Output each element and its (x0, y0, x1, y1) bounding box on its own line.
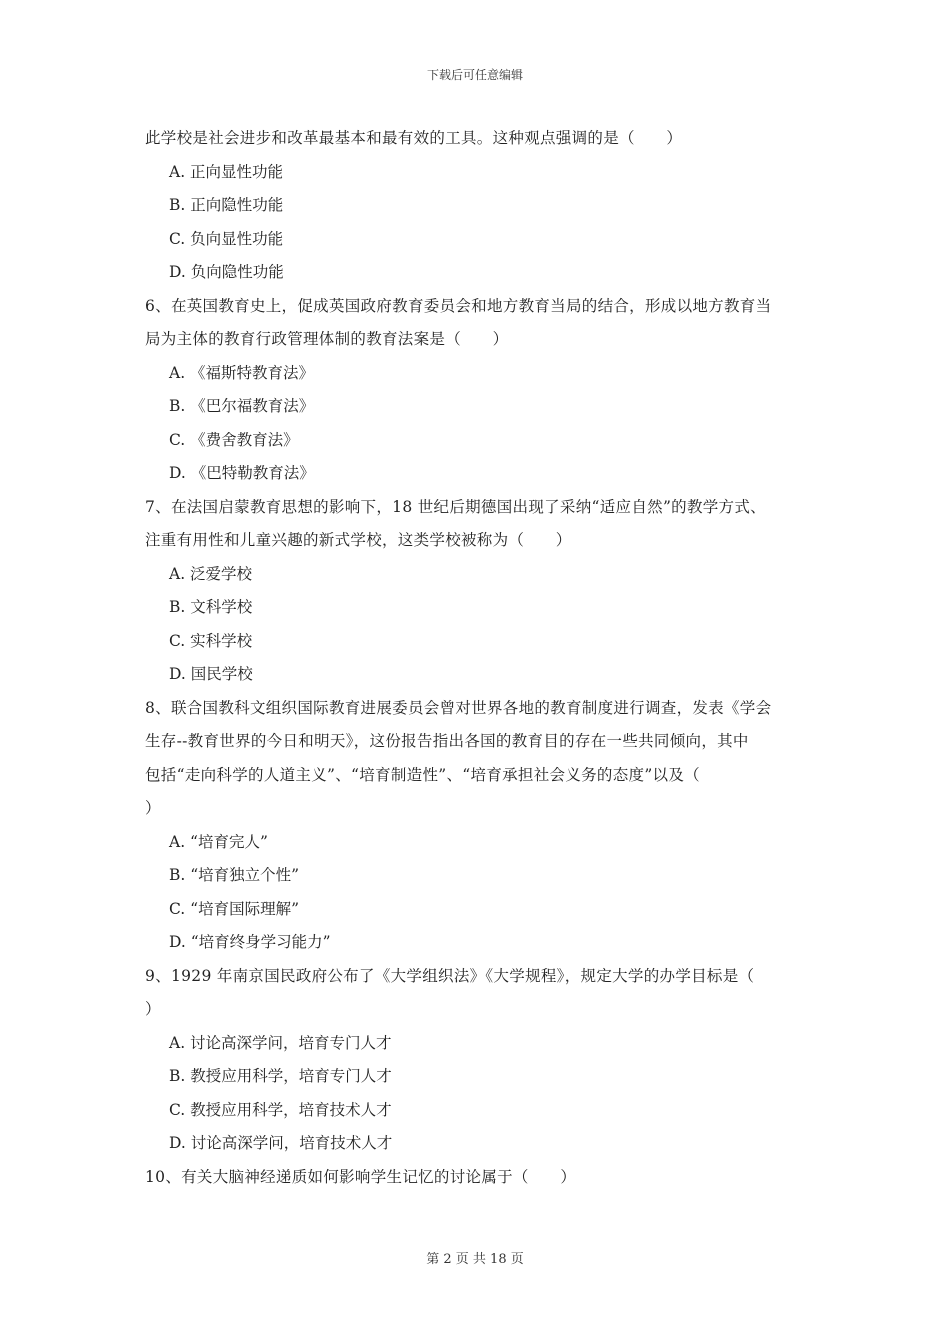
option-b: B. 《巴尔福教育法》 (169, 397, 315, 415)
page-footer: 第 2 页 共 18 页 (426, 1252, 524, 1267)
option-b: B. 正向隐性功能 (169, 196, 284, 214)
option-c: C. 教授应用科学，培育技术人才 (169, 1100, 392, 1119)
option-a: A. 正向显性功能 (169, 162, 284, 181)
option-b: B. “培育独立个性” (169, 866, 300, 884)
option-d: D. 讨论高深学问，培育技术人才 (169, 1134, 393, 1152)
question-continuation: 此学校是社会进步和改革最基本和最有效的工具。这种观点强调的是（ ） (145, 129, 683, 147)
option-a: A. 《福斯特教育法》 (169, 363, 315, 382)
question-8-line-1: 8、联合国教科文组织国际教育进展委员会曾对世界各地的教育制度进行调查，发表《学会 (145, 698, 772, 717)
option-a: A. 讨论高深学问，培育专门人才 (169, 1033, 392, 1052)
page-header: 下载后可任意编辑 (426, 68, 523, 82)
option-b: B. 教授应用科学，培育专门人才 (169, 1067, 392, 1085)
option-d: D. 国民学校 (169, 665, 253, 683)
question-8-line-3: 包括“走向科学的人道主义”、“培育制造性”、“培育承担社会义务的态度”以及（ (145, 765, 700, 784)
option-d: D. 《巴特勒教育法》 (169, 464, 315, 482)
question-6-line-1: 6、在英国教育史上，促成英国政府教育委员会和地方教育当局的结合，形成以地方教育当 (145, 296, 772, 315)
question-10-line-1: 10、有关大脑神经递质如何影响学生记忆的讨论属于（ ） (145, 1167, 577, 1186)
option-b: B. 文科学校 (169, 598, 253, 616)
option-c: C. 负向显性功能 (169, 229, 284, 248)
question-7-line-1: 7、在法国启蒙教育思想的影响下，18 世纪后期德国出现了采纳“适应自然”的教学方式、 (145, 497, 766, 516)
option-a: A. “培育完人” (169, 832, 268, 851)
option-a: A. 泛爱学校 (169, 564, 253, 583)
question-content (145, 122, 820, 1194)
question-6-line-2: 局为主体的教育行政管理体制的教育法案是（ ） (145, 330, 509, 348)
option-c: C. 《费舍教育法》 (169, 430, 299, 449)
option-c: C. 实科学校 (169, 631, 253, 650)
question-8-line-4: ） (145, 799, 161, 817)
question-9-line-2: ） (145, 1000, 161, 1018)
option-d: D. 负向隐性功能 (169, 263, 284, 281)
question-7-line-2: 注重有用性和儿童兴趣的新式学校，这类学校被称为（ ） (145, 531, 572, 549)
option-d: D. “培育终身学习能力” (169, 933, 331, 951)
option-c: C. “培育国际理解” (169, 899, 300, 918)
question-8-line-2: 生存--教育世界的今日和明天》，这份报告指出各国的教育目的存在一些共同倾向，其中 (145, 732, 749, 750)
question-9-line-1: 9、1929 年南京国民政府公布了《大学组织法》《大学规程》，规定大学的办学目标是（ (145, 966, 755, 985)
